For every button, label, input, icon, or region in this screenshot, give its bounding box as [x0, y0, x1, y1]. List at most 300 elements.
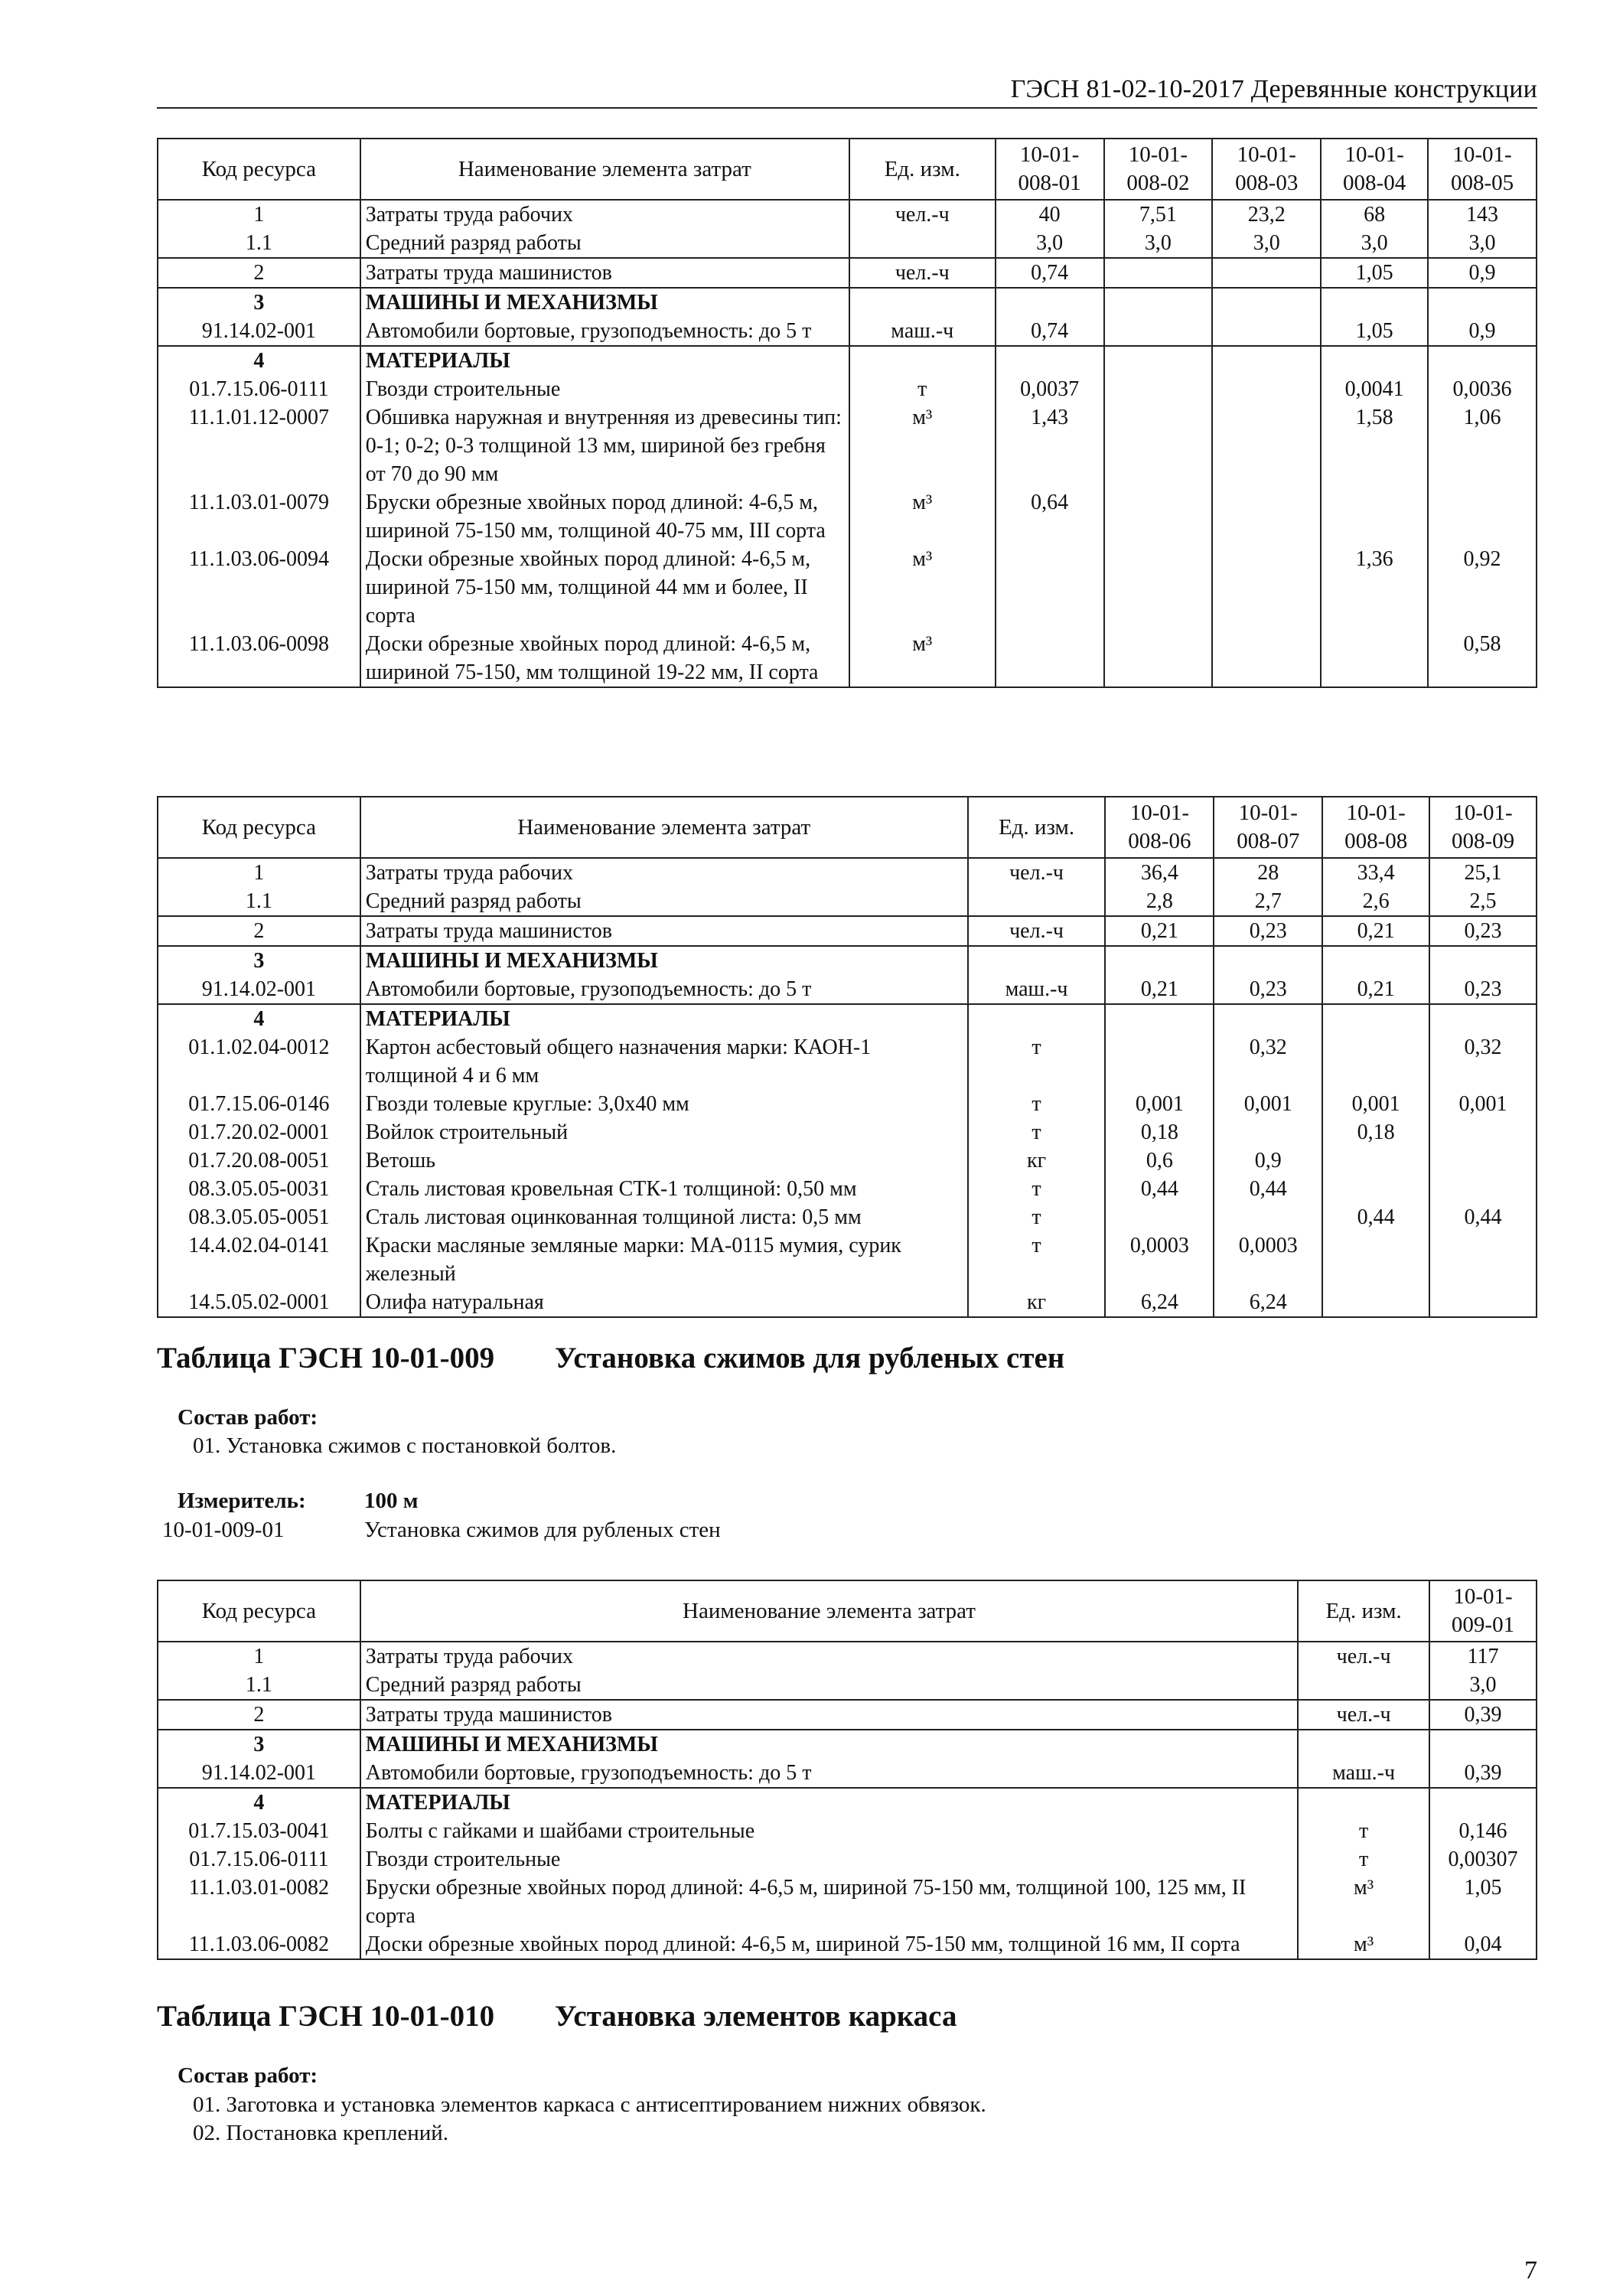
norm-code-part: 008-03: [1235, 171, 1299, 195]
table-cell: 1: [158, 1642, 360, 1671]
table-cell: [1298, 1788, 1429, 1817]
table-cell: [849, 288, 996, 317]
table-cell: [1429, 1730, 1537, 1759]
table-cell: Обшивка наружная и внутренняя из древесины тип: 0-1; 0-2; 0-3 толщиной 13 мм, шириной без гребня от 70 до 90 мм: [360, 403, 849, 488]
col-header-norm: [1429, 797, 1537, 858]
table-cell: Войлок строительный: [360, 1118, 968, 1146]
table-cell: 23,2: [1212, 200, 1321, 229]
table-cell: м³: [849, 488, 996, 545]
table-cell: [1105, 1203, 1214, 1231]
norm-code-part: 10-01-: [1019, 142, 1080, 167]
norm-code-part: 10-01-: [1453, 1584, 1513, 1609]
table-cell: Гвозди строительные: [360, 375, 849, 403]
table-cell: 91.14.02-001: [158, 975, 360, 1004]
table-cell: 0,18: [1105, 1118, 1214, 1146]
table-cell: [1105, 1033, 1214, 1090]
table-cell: чел.-ч: [1298, 1700, 1429, 1730]
table-cell: [1212, 346, 1321, 375]
table-cell: чел.-ч: [968, 916, 1106, 946]
table-cell: 1.1: [158, 887, 360, 916]
norm-code-part: 10-01-: [1346, 801, 1406, 825]
table-row: [158, 1288, 1537, 1317]
table-cell: МАТЕРИАЛЫ: [360, 346, 849, 375]
work-item: 01. Заготовка и установка элементов каркаса с антисептированием нижних обвязок.: [193, 2092, 986, 2117]
table-cell: 1: [158, 858, 360, 887]
table-row: [158, 1845, 1537, 1874]
table-cell: 3,0: [1212, 229, 1321, 258]
table-cell: 1,05: [1321, 258, 1428, 288]
table-cell: 0,001: [1105, 1090, 1214, 1118]
table-cell: [1104, 630, 1213, 687]
col-header-name: Наименование элемента затрат: [360, 139, 849, 200]
table-cell: МАТЕРИАЛЫ: [360, 1788, 1298, 1817]
resource-table-008-06-09: [157, 796, 1537, 1318]
table-cell: т: [968, 1231, 1106, 1288]
table-cell: 01.7.15.06-0111: [158, 375, 360, 403]
table-cell: 4: [158, 1788, 360, 1817]
table-row: [158, 887, 1537, 916]
table-cell: 1,06: [1428, 403, 1537, 488]
table-cell: 0,23: [1214, 975, 1322, 1004]
table-cell: 0,001: [1214, 1090, 1322, 1118]
table-cell: 0,21: [1105, 975, 1214, 1004]
col-header-norm: [1322, 797, 1429, 858]
table-cell: Средний разряд работы: [360, 1671, 1298, 1700]
table-cell: 2: [158, 916, 360, 946]
table-cell: [1428, 488, 1537, 545]
table-cell: Автомобили бортовые, грузоподъемность: до 5 т: [360, 975, 968, 1004]
resource-table-009-01: [157, 1580, 1537, 1960]
table-row: [158, 1700, 1537, 1730]
table-cell: [1429, 1288, 1537, 1317]
col-header-name: Наименование элемента затрат: [360, 1580, 1298, 1642]
resource-table-008-01-05: [157, 138, 1537, 688]
table-cell: 3: [158, 1730, 360, 1759]
col-header-unit: Ед. изм.: [968, 797, 1106, 858]
table-cell: Затраты труда рабочих: [360, 1642, 1298, 1671]
table-cell: [1214, 1203, 1322, 1231]
table-cell: Затраты труда рабочих: [360, 200, 849, 229]
table-cell: [1429, 1118, 1537, 1146]
table-row: [158, 258, 1537, 288]
table-cell: Автомобили бортовые, грузоподъемность: до 5 т: [360, 1759, 1298, 1788]
col-header-norm: [1105, 797, 1214, 858]
norm-code-part: 008-02: [1126, 171, 1190, 195]
col-header-norm: [1429, 1580, 1537, 1642]
col-header-norm: [996, 139, 1104, 200]
table-cell: Бруски обрезные хвойных пород длиной: 4-6,5 м, шириной 75-150 мм, толщиной 100, 125 мм, II сорта: [360, 1874, 1298, 1930]
table-cell: 2: [158, 258, 360, 288]
table-cell: т: [968, 1033, 1106, 1090]
table-cell: т: [1298, 1817, 1429, 1845]
table-cell: 0,39: [1429, 1759, 1537, 1788]
table-cell: 0,21: [1322, 975, 1429, 1004]
table-cell: [996, 288, 1104, 317]
norm-code-part: 10-01-: [1344, 142, 1404, 167]
table-cell: 0,6: [1105, 1146, 1214, 1175]
table-cell: [1322, 1288, 1429, 1317]
item-name: Установка сжимов для рубленых стен: [364, 1518, 721, 1542]
table-cell: 0,9: [1428, 317, 1537, 346]
table-cell: 01.1.02.04-0012: [158, 1033, 360, 1090]
table-cell: Затраты труда машинистов: [360, 1700, 1298, 1730]
table-row: [158, 229, 1537, 258]
table-cell: [1104, 403, 1213, 488]
table-row: [158, 630, 1537, 687]
table-cell: [1322, 946, 1429, 975]
col-header-norm: [1321, 139, 1428, 200]
table-cell: 01.7.15.06-0111: [158, 1845, 360, 1874]
table-cell: [1212, 375, 1321, 403]
table-cell: м³: [1298, 1930, 1429, 1959]
table-cell: 6,24: [1105, 1288, 1214, 1317]
table-cell: 28: [1214, 858, 1322, 887]
table-cell: 3,0: [1429, 1671, 1537, 1700]
table-cell: [996, 630, 1104, 687]
table-cell: 68: [1321, 200, 1428, 229]
table-row: [158, 1033, 1537, 1090]
norm-code-part: 008-04: [1343, 171, 1406, 195]
table-cell: 2,7: [1214, 887, 1322, 916]
table-cell: 117: [1429, 1642, 1537, 1671]
table-cell: 0,9: [1214, 1146, 1322, 1175]
work-item: 02. Постановка креплений.: [193, 2121, 449, 2145]
meter-value: 100 м: [364, 1489, 419, 1513]
table-cell: 0,23: [1214, 916, 1322, 946]
table-cell: т: [968, 1090, 1106, 1118]
table-cell: 0,58: [1428, 630, 1537, 687]
table-cell: Доски обрезные хвойных пород длиной: 4-6,5 м, шириной 75-150 мм, толщиной 16 мм, II сорта: [360, 1930, 1298, 1959]
table-cell: Болты с гайками и шайбами строительные: [360, 1817, 1298, 1845]
table-cell: 3,0: [1321, 229, 1428, 258]
norm-code-part: 10-01-: [1237, 142, 1296, 167]
table-cell: 0,21: [1322, 916, 1429, 946]
section-row: [158, 1730, 1537, 1759]
section-row: [158, 1788, 1537, 1817]
table-cell: 2: [158, 1700, 360, 1730]
col-header-code: Код ресурса: [158, 797, 360, 858]
table-row: [158, 1930, 1537, 1959]
table-cell: 0,001: [1322, 1090, 1429, 1118]
table-cell: [1104, 545, 1213, 630]
table-cell: 0,44: [1214, 1175, 1322, 1203]
table-cell: 91.14.02-001: [158, 1759, 360, 1788]
table-cell: 33,4: [1322, 858, 1429, 887]
col-header-norm: [1212, 139, 1321, 200]
table-row: [158, 545, 1537, 630]
table-cell: [1104, 317, 1213, 346]
table-cell: Ветошь: [360, 1146, 968, 1175]
table-cell: 6,24: [1214, 1288, 1322, 1317]
table-cell: 14.4.02.04-0141: [158, 1231, 360, 1288]
table-cell: кг: [968, 1146, 1106, 1175]
work-item: 01. Установка сжимов с постановкой болтов.: [193, 1433, 617, 1458]
table-cell: 1: [158, 200, 360, 229]
table-cell: Затраты труда рабочих: [360, 858, 968, 887]
table-row: [158, 1759, 1537, 1788]
table-cell: 11.1.03.01-0079: [158, 488, 360, 545]
table-cell: 0,64: [996, 488, 1104, 545]
table-cell: маш.-ч: [968, 975, 1106, 1004]
table-cell: 1,58: [1321, 403, 1428, 488]
table-cell: 0,92: [1428, 545, 1537, 630]
table-cell: [1322, 1004, 1429, 1033]
table-cell: 4: [158, 1004, 360, 1033]
table-cell: [968, 946, 1106, 975]
table-cell: Олифа натуральная: [360, 1288, 968, 1317]
table-cell: 01.7.20.02-0001: [158, 1118, 360, 1146]
table-cell: 1.1: [158, 1671, 360, 1700]
table-title-010: Таблица ГЭСН 10-01-010 Установка элементов каркаса: [157, 2000, 957, 2033]
table-cell: 143: [1428, 200, 1537, 229]
table-cell: т: [849, 375, 996, 403]
table-row: [158, 1090, 1537, 1118]
table-cell: 40: [996, 200, 1104, 229]
table-cell: [1322, 1033, 1429, 1090]
table-cell: Доски обрезные хвойных пород длиной: 4-6,5 м, шириной 75-150, мм толщиной 19-22 мм, II сорта: [360, 630, 849, 687]
table-cell: 1,05: [1429, 1874, 1537, 1930]
table-cell: т: [968, 1203, 1106, 1231]
col-header-code: Код ресурса: [158, 1580, 360, 1642]
norm-code-part: 008-05: [1450, 171, 1514, 195]
table-cell: 0,21: [1105, 916, 1214, 946]
norm-code-part: 10-01-: [1128, 142, 1188, 167]
table-cell: 0,32: [1429, 1033, 1537, 1090]
section-row: [158, 346, 1537, 375]
table-cell: [1214, 1118, 1322, 1146]
section-row: [158, 946, 1537, 975]
table-cell: [1429, 1175, 1537, 1203]
table-cell: [968, 887, 1106, 916]
col-header-norm: [1428, 139, 1537, 200]
table-cell: МАТЕРИАЛЫ: [360, 1004, 968, 1033]
table-cell: 0,0003: [1105, 1231, 1214, 1288]
running-header: ГЭСН 81-02-10-2017 Деревянные конструкции: [157, 75, 1537, 109]
table-cell: 08.3.05.05-0051: [158, 1203, 360, 1231]
table-row: [158, 858, 1537, 887]
norm-code-part: 008-07: [1237, 829, 1300, 853]
table-cell: Автомобили бортовые, грузоподъемность: до 5 т: [360, 317, 849, 346]
table-cell: маш.-ч: [849, 317, 996, 346]
table-cell: т: [1298, 1845, 1429, 1874]
table-cell: Краски масляные земляные марки: МА-0115 мумия, сурик железный: [360, 1231, 968, 1288]
table-cell: м³: [849, 545, 996, 630]
table-cell: 0,23: [1429, 975, 1537, 1004]
col-header-name: Наименование элемента затрат: [360, 797, 968, 858]
table-cell: 2,5: [1429, 887, 1537, 916]
table-cell: м³: [849, 403, 996, 488]
table-cell: 08.3.05.05-0031: [158, 1175, 360, 1203]
col-header-unit: Ед. изм.: [1298, 1580, 1429, 1642]
table-row: [158, 916, 1537, 946]
works-label-010: Состав работ:: [178, 2063, 318, 2088]
table-cell: 7,51: [1104, 200, 1213, 229]
table-cell: 0,00307: [1429, 1845, 1537, 1874]
col-header-unit: Ед. изм.: [849, 139, 996, 200]
table-cell: МАШИНЫ И МЕХАНИЗМЫ: [360, 288, 849, 317]
table-row: [158, 200, 1537, 229]
table-cell: т: [968, 1175, 1106, 1203]
norm-code-part: 008-01: [1018, 171, 1081, 195]
item-code: 10-01-009-01: [162, 1518, 285, 1542]
works-label-009: Состав работ:: [178, 1405, 318, 1430]
table-cell: 0,146: [1429, 1817, 1537, 1845]
table-row: [158, 1231, 1537, 1288]
table-cell: [996, 545, 1104, 630]
table-cell: т: [968, 1118, 1106, 1146]
table-cell: [1428, 346, 1537, 375]
norm-code-part: 10-01-: [1238, 801, 1298, 825]
table-cell: 1,43: [996, 403, 1104, 488]
table-cell: 2,6: [1322, 887, 1429, 916]
table-cell: [1104, 288, 1213, 317]
table-row: [158, 1671, 1537, 1700]
table-row: [158, 1203, 1537, 1231]
table-cell: 1.1: [158, 229, 360, 258]
table-cell: 0,44: [1429, 1203, 1537, 1231]
table-cell: [1214, 946, 1322, 975]
table-cell: 3: [158, 946, 360, 975]
table-cell: [1429, 946, 1537, 975]
table-cell: [1104, 488, 1213, 545]
table-cell: 11.1.01.12-0007: [158, 403, 360, 488]
table-cell: 3: [158, 288, 360, 317]
table-cell: [1104, 375, 1213, 403]
table-cell: [849, 229, 996, 258]
norm-code-part: 10-01-: [1129, 801, 1190, 825]
table-cell: 1,05: [1321, 317, 1428, 346]
table-cell: 0,0037: [996, 375, 1104, 403]
col-header-code: Код ресурса: [158, 139, 360, 200]
table-cell: 11.1.03.06-0082: [158, 1930, 360, 1959]
table-cell: Сталь листовая оцинкованная толщиной листа: 0,5 мм: [360, 1203, 968, 1231]
norm-code-part: 008-09: [1451, 829, 1515, 853]
table-cell: 4: [158, 346, 360, 375]
table-cell: маш.-ч: [1298, 1759, 1429, 1788]
table-cell: 11.1.03.06-0094: [158, 545, 360, 630]
table-cell: [1428, 288, 1537, 317]
table-cell: [1105, 946, 1214, 975]
table-cell: 0,04: [1429, 1930, 1537, 1959]
norm-code-part: 009-01: [1451, 1613, 1515, 1637]
table-cell: МАШИНЫ И МЕХАНИЗМЫ: [360, 946, 968, 975]
table-cell: 1,36: [1321, 545, 1428, 630]
table-row: [158, 1874, 1537, 1930]
table-cell: 0,23: [1429, 916, 1537, 946]
table-cell: 2,8: [1105, 887, 1214, 916]
table-cell: 3,0: [1428, 229, 1537, 258]
table-row: [158, 375, 1537, 403]
col-header-norm: [1214, 797, 1322, 858]
table-cell: Затраты труда машинистов: [360, 916, 968, 946]
table-cell: Сталь листовая кровельная СТК-1 толщиной: 0,50 мм: [360, 1175, 968, 1203]
table-cell: [1105, 1004, 1214, 1033]
table-cell: 0,18: [1322, 1118, 1429, 1146]
table-cell: 0,39: [1429, 1700, 1537, 1730]
table-cell: 91.14.02-001: [158, 317, 360, 346]
table-row: [158, 1118, 1537, 1146]
norm-code-part: 10-01-: [1453, 801, 1513, 825]
table-cell: Картон асбестовый общего назначения марки: КАОН-1 толщиной 4 и 6 мм: [360, 1033, 968, 1090]
table-cell: 0,74: [996, 258, 1104, 288]
table-cell: [1321, 488, 1428, 545]
table-cell: МАШИНЫ И МЕХАНИЗМЫ: [360, 1730, 1298, 1759]
table-cell: [1212, 630, 1321, 687]
table-cell: [1322, 1146, 1429, 1175]
table-cell: м³: [849, 630, 996, 687]
table-cell: Средний разряд работы: [360, 229, 849, 258]
table-cell: [1429, 1788, 1537, 1817]
table-row: [158, 1642, 1537, 1671]
table-cell: Средний разряд работы: [360, 887, 968, 916]
table-cell: 0,9: [1428, 258, 1537, 288]
table-cell: м³: [1298, 1874, 1429, 1930]
table-row: [158, 1146, 1537, 1175]
table-cell: 01.7.15.06-0146: [158, 1090, 360, 1118]
table-cell: 14.5.05.02-0001: [158, 1288, 360, 1317]
table-cell: 01.7.20.08-0051: [158, 1146, 360, 1175]
table-cell: [1104, 346, 1213, 375]
page-number: 7: [1524, 2256, 1537, 2285]
table-cell: 0,44: [1105, 1175, 1214, 1203]
table-cell: [1212, 545, 1321, 630]
meter-label: Измеритель:: [178, 1489, 306, 1513]
section-row: [158, 1004, 1537, 1033]
table-cell: чел.-ч: [849, 258, 996, 288]
table-cell: [1212, 488, 1321, 545]
table-cell: 0,32: [1214, 1033, 1322, 1090]
table-row: [158, 975, 1537, 1004]
table-cell: Гвозди толевые круглые: 3,0х40 мм: [360, 1090, 968, 1118]
table-cell: чел.-ч: [849, 200, 996, 229]
table-cell: [1322, 1231, 1429, 1288]
table-row: [158, 488, 1537, 545]
table-cell: Доски обрезные хвойных пород длиной: 4-6,5 м, шириной 75-150 мм, толщиной 44 мм и более, II сорта: [360, 545, 849, 630]
table-cell: [1214, 1004, 1322, 1033]
table-row: [158, 403, 1537, 488]
table-row: [158, 317, 1537, 346]
table-cell: [1321, 630, 1428, 687]
table-cell: [1212, 317, 1321, 346]
table-cell: [996, 346, 1104, 375]
table-cell: 11.1.03.06-0098: [158, 630, 360, 687]
table-title-009: Таблица ГЭСН 10-01-009 Установка сжимов для рубленых стен: [157, 1342, 1065, 1375]
table-cell: Бруски обрезные хвойных пород длиной: 4-6,5 м, шириной 75-150 мм, толщиной 40-75 мм, III сорта: [360, 488, 849, 545]
table-cell: 3,0: [996, 229, 1104, 258]
table-row: [158, 1817, 1537, 1845]
table-cell: чел.-ч: [968, 858, 1106, 887]
table-cell: [1298, 1671, 1429, 1700]
table-cell: [1321, 346, 1428, 375]
table-cell: 0,0041: [1321, 375, 1428, 403]
table-cell: [1212, 288, 1321, 317]
table-cell: [1322, 1175, 1429, 1203]
section-row: [158, 288, 1537, 317]
table-cell: [1429, 1146, 1537, 1175]
table-cell: [1321, 288, 1428, 317]
table-cell: 36,4: [1105, 858, 1214, 887]
table-cell: [1298, 1730, 1429, 1759]
table-cell: 0,44: [1322, 1203, 1429, 1231]
table-cell: [968, 1004, 1106, 1033]
norm-code-part: 008-06: [1128, 829, 1191, 853]
table-cell: [1104, 258, 1213, 288]
table-cell: [1212, 403, 1321, 488]
table-cell: [849, 346, 996, 375]
table-cell: кг: [968, 1288, 1106, 1317]
table-cell: 0,0036: [1428, 375, 1537, 403]
table-row: [158, 1175, 1537, 1203]
